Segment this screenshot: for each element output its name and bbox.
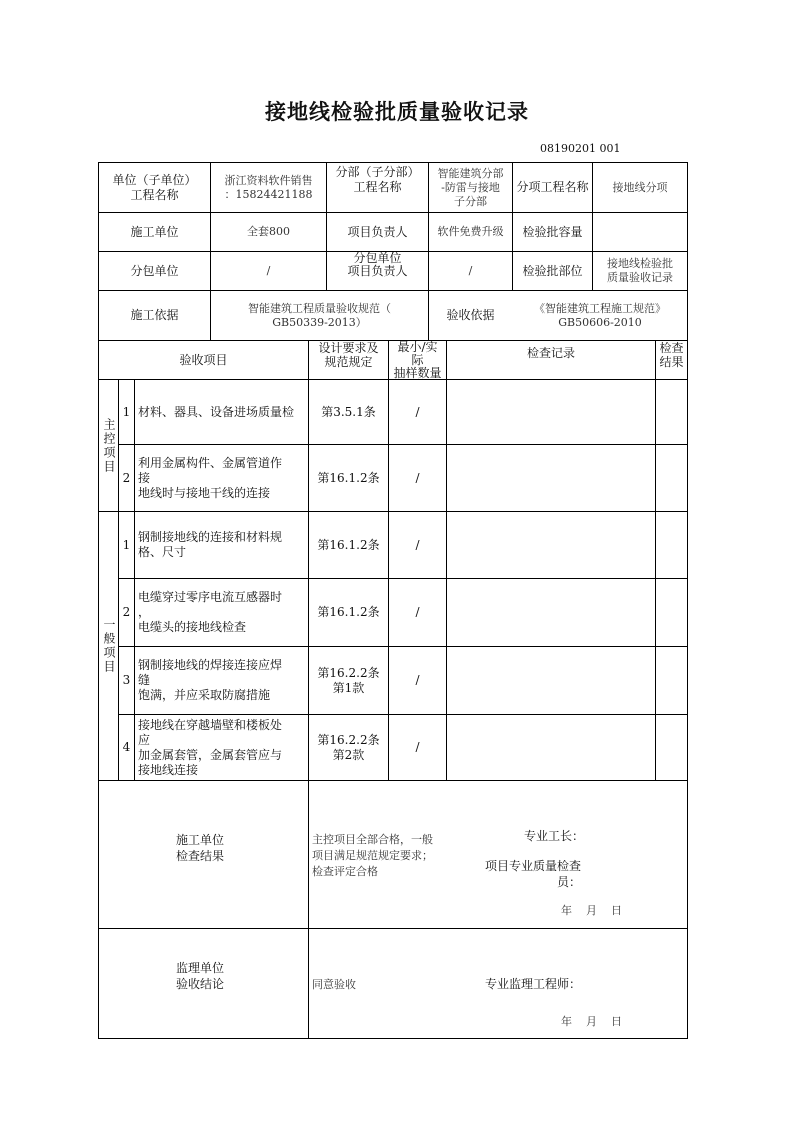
item-clause: 第16.1.2条 xyxy=(317,537,380,552)
acceptance-basis-value: 《智能建筑工程施工规范》 GB50606-2010 xyxy=(534,301,666,329)
item-number: 1 xyxy=(122,404,131,419)
item-text: 钢制接地线的连接和材料规 格、尺寸 xyxy=(138,530,283,559)
item-number: 2 xyxy=(122,605,131,619)
item-text: 电缆穿过零序电流互感器时 ， 电缆头的接地线检查 xyxy=(138,590,283,634)
item-clause: 第16.2.2条 第1款 xyxy=(317,665,380,695)
item-sample: / xyxy=(415,537,420,552)
subitem-label: 分项工程名称 xyxy=(516,180,589,194)
col-header-item: 验收项目 xyxy=(179,352,228,367)
col-header-result: 检查 结果 xyxy=(659,341,684,369)
sub-pm-value: / xyxy=(468,264,473,277)
location-label: 检验批部位 xyxy=(522,263,583,278)
foreman-signature-label: 专业工长： xyxy=(524,829,585,843)
col-divider xyxy=(446,340,447,780)
construction-check-comment: 主控项目全部合格，一般 项目满足规范规定要求； 检查评定合格 xyxy=(312,833,433,878)
supervision-date: 年 月 日 xyxy=(561,1015,622,1028)
construction-date: 年 月 日 xyxy=(561,904,622,917)
supervision-comment: 同意验收 xyxy=(312,978,356,991)
project-manager-value: 软件免费升级 xyxy=(437,225,504,238)
subcontractor-label: 分包单位 xyxy=(130,263,179,278)
item-clause: 第16.2.2条 第2款 xyxy=(317,732,380,762)
unit-label: 单位（子单位） 工程名称 xyxy=(112,172,197,202)
basis-label: 施工依据 xyxy=(130,308,179,322)
supervision-label: 监理单位 验收结论 xyxy=(176,961,225,991)
project-manager-label: 项目负责人 xyxy=(347,224,408,239)
general-group-label: 一般项目 xyxy=(102,618,116,674)
item-number: 1 xyxy=(122,537,131,552)
quality-inspector-signature-label: 项目专业质量检查 员： xyxy=(485,859,582,889)
col-header-record: 检查记录 xyxy=(526,345,575,360)
col-divider xyxy=(308,780,309,1039)
capacity-value xyxy=(593,213,687,251)
item-text: 接地线在穿越墙壁和楼板处 应 加金属套管，金属套管应与 接地线连接 xyxy=(138,717,283,777)
item-sample: / xyxy=(415,404,420,419)
subcontractor-value: / xyxy=(266,264,271,277)
division-label: 分部（子分部） 工程名称 xyxy=(335,165,420,194)
main-control-group-label: 主控项目 xyxy=(102,417,116,474)
item-text: 利用金属构件、金属管道作 接 地线时与接地干线的连接 xyxy=(138,455,283,500)
item-clause: 第16.1.2条 xyxy=(317,470,380,485)
row-divider xyxy=(98,928,688,929)
supervising-engineer-signature-label: 专业监理工程师： xyxy=(485,977,582,991)
contractor-value: 全套800 xyxy=(247,225,290,238)
item-sample: / xyxy=(415,740,420,754)
item-sample: / xyxy=(415,673,420,687)
acceptance-basis-label: 验收依据 xyxy=(446,308,495,322)
location-value: 接地线检验批 质量验收记录 xyxy=(607,257,673,284)
basis-value: 智能建筑工程质量验收规范（ GB50339-2013） xyxy=(248,301,391,329)
form-code: 08190201 001 xyxy=(540,142,621,155)
contractor-label: 施工单位 xyxy=(130,224,179,239)
row-divider xyxy=(98,780,688,781)
item-text: 材料、器具、设备进场质量检 xyxy=(138,404,295,419)
item-number: 3 xyxy=(122,673,131,687)
subitem-value: 接地线分项 xyxy=(612,180,668,194)
sub-pm-label: 分包单位 项目负责人 xyxy=(347,252,408,278)
division-value: 智能建筑分部 -防雷与接地 子分部 xyxy=(437,166,504,208)
item-sample: / xyxy=(415,470,420,485)
page-title: 接地线检验批质量验收记录 xyxy=(265,100,529,124)
construction-check-label: 施工单位 检查结果 xyxy=(176,833,225,863)
col-header-design: 设计要求及 规范规定 xyxy=(318,341,379,369)
item-clause: 第16.1.2条 xyxy=(317,605,380,619)
col-divider xyxy=(655,340,656,780)
col-header-sample: 最小/实 际 抽样数量 xyxy=(393,341,442,379)
unit-value: 浙江资料软件销售 ：15824421188 xyxy=(224,173,313,201)
item-clause: 第3.5.1条 xyxy=(321,404,376,419)
item-sample: / xyxy=(415,605,420,619)
capacity-label: 检验批容量 xyxy=(522,224,583,239)
item-number: 2 xyxy=(122,470,131,485)
item-text: 钢制接地线的焊接连接应焊 缝 饱满，并应采取防腐措施 xyxy=(138,658,283,702)
item-number: 4 xyxy=(122,740,131,754)
